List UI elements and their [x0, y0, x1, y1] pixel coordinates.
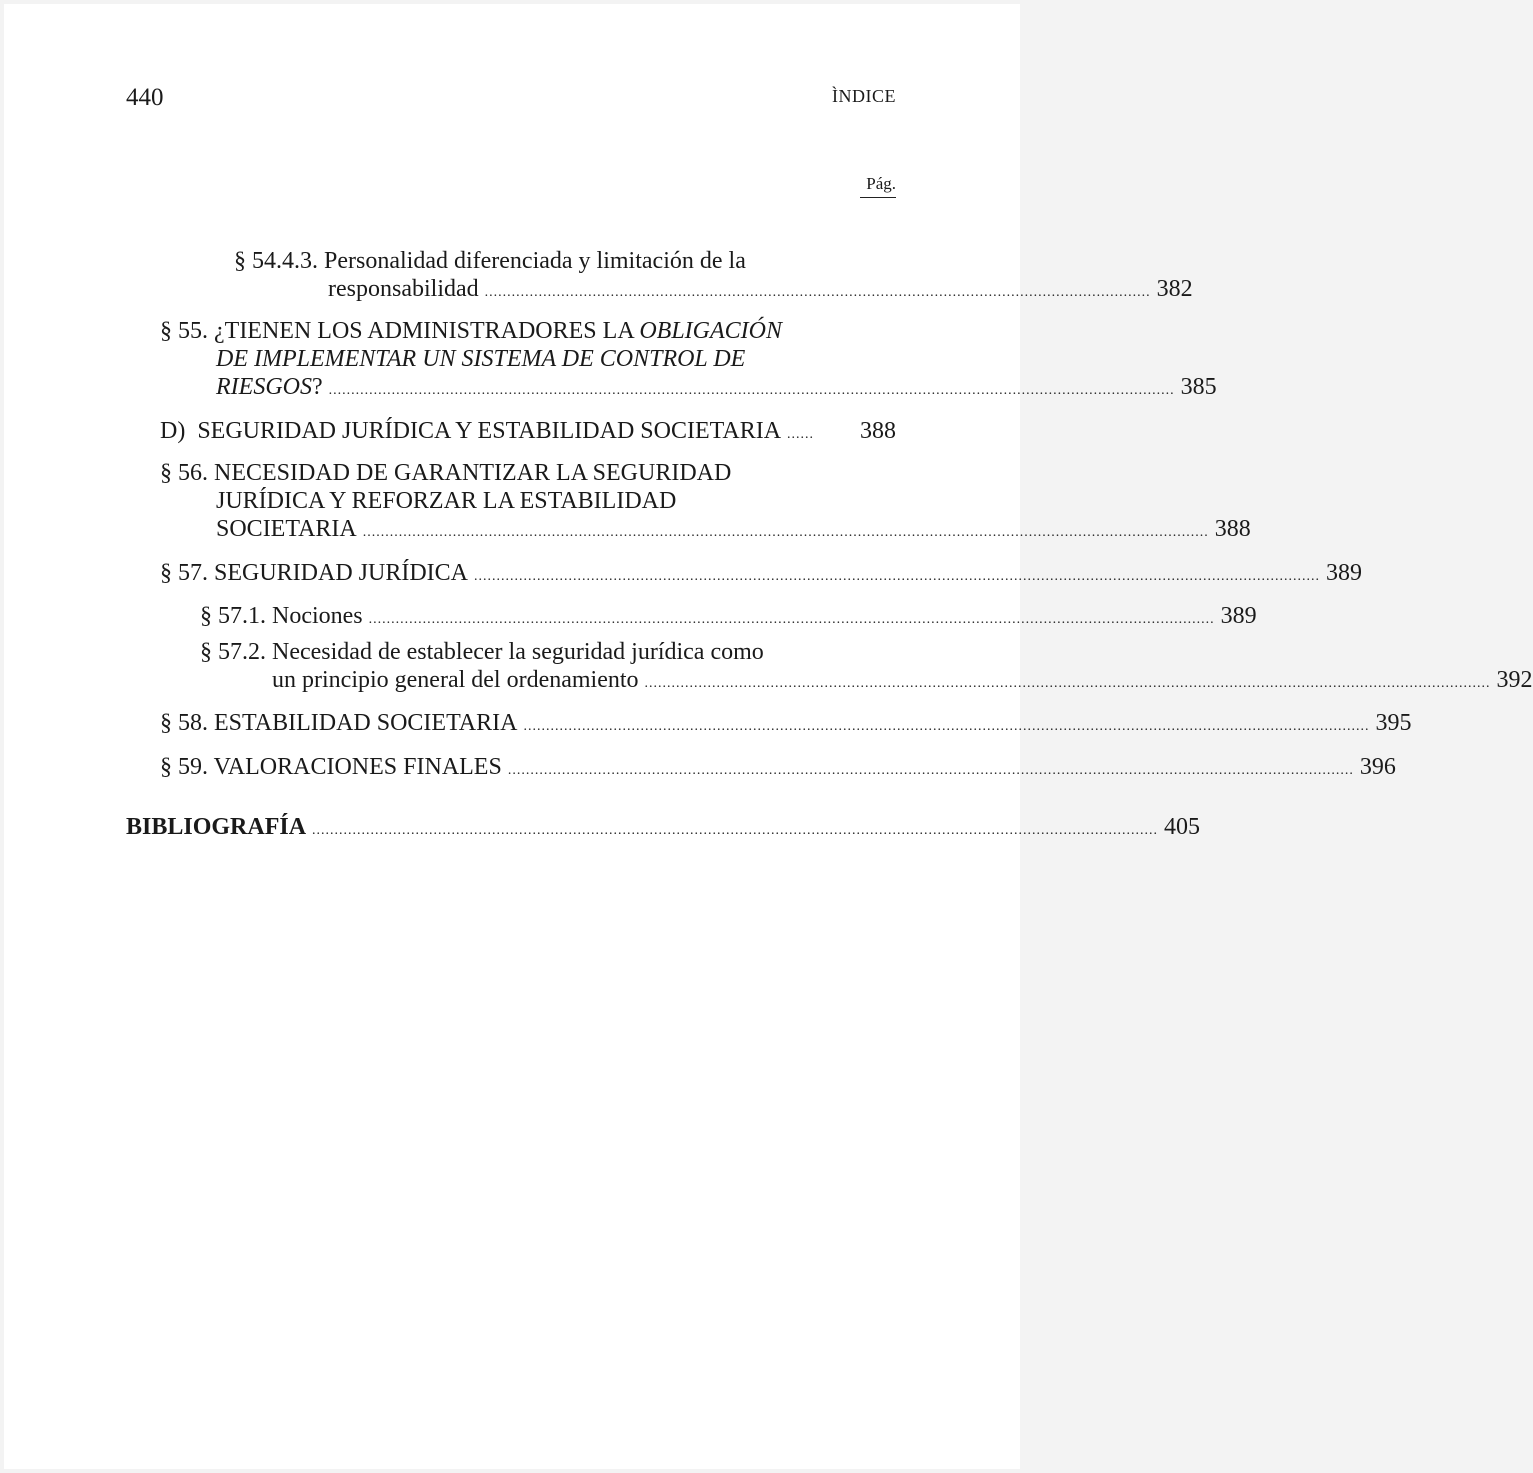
toc-page-number: 396	[1359, 754, 1396, 780]
leader-dots: ............................................................................................................................................................................................	[368, 612, 1215, 627]
toc-entry-text: § 57.1. Nociones	[200, 603, 363, 629]
toc-entry-text: § 58. ESTABILIDAD SOCIETARIA	[160, 710, 518, 736]
toc-entry-57-2[interactable]	[200, 638, 1533, 698]
toc-entry-57-1[interactable]	[200, 602, 1257, 634]
toc-entry-bibliografia[interactable]	[126, 813, 1201, 845]
toc-entry-55[interactable]	[160, 317, 1217, 405]
toc-page-number: 392	[1496, 667, 1533, 693]
toc-entry-56[interactable]	[160, 459, 1251, 547]
toc-page-number: 388	[1214, 516, 1251, 542]
leader-dots: ............................................................................................................................................................................................	[523, 719, 1370, 734]
toc-page-number: 388	[860, 418, 896, 444]
toc-entry-text: D) SEGURIDAD JURÍDICA Y ESTABILIDAD SOCIETARIA	[160, 418, 782, 444]
leader-dots: ............................................................................................................................................................................................	[644, 676, 1491, 691]
running-title: ÌNDICE	[832, 86, 896, 106]
toc-page-number: 382	[1156, 276, 1193, 302]
toc-entry-text: JURÍDICA Y REFORZAR LA ESTABILIDAD	[216, 488, 677, 514]
page	[4, 4, 1533, 1469]
toc-entry-text: un principio general del ordenamiento	[272, 667, 639, 693]
toc-entry-57[interactable]	[160, 559, 1363, 591]
toc-entry-text-italic: DE IMPLEMENTAR UN SISTEMA DE CONTROL DE	[216, 346, 746, 372]
toc-entry-text-italic: OBLIGACIÓN	[639, 318, 782, 344]
toc-page-number: 385	[1180, 374, 1217, 400]
toc-entry-text-italic: RIESGOS	[216, 374, 312, 400]
toc-entry-59[interactable]	[160, 753, 1396, 785]
toc-entry-text: responsabilidad	[328, 276, 479, 302]
leader-dots: ......	[787, 427, 815, 442]
toc-entry-text: § 56. NECESIDAD DE GARANTIZAR LA SEGURIDAD	[160, 460, 732, 486]
toc-entry-text: SOCIETARIA	[216, 516, 357, 542]
toc-entry-text: § 54.4.3. Personalidad diferenciada y limitación de la	[234, 248, 746, 274]
toc-entry-54-4-3[interactable]	[234, 247, 1193, 307]
leader-dots: ............................................................................................................................................................................................	[312, 823, 1159, 838]
leader-dots: ............................................................................................................................................................................................	[328, 383, 1175, 398]
toc-entry-text: § 57. SEGURIDAD JURÍDICA	[160, 560, 469, 586]
toc-entry-text: § 57.2. Necesidad de establecer la seguridad jurídica como	[200, 639, 764, 665]
toc-entry-text: § 59. VALORACIONES FINALES	[160, 754, 502, 780]
leader-dots: ....................................................................................................................................................	[484, 285, 1151, 300]
toc-page-number: 405	[1164, 814, 1201, 840]
page-column-label: Pág.	[860, 174, 896, 198]
toc-page-number: 389	[1326, 560, 1363, 586]
toc-entry-58[interactable]	[160, 709, 1412, 741]
page-number: 440	[126, 84, 164, 111]
toc-entry-text: ?	[311, 374, 323, 400]
leader-dots: ............................................................................................................................................................................................	[362, 525, 1209, 540]
toc-entry-text: § 55. ¿TIENEN LOS ADMINISTRADORES LA	[160, 318, 640, 344]
leader-dots: ............................................................................................................................................................................................	[474, 569, 1321, 584]
toc-page-number: 395	[1375, 710, 1412, 736]
toc-page-number: 389	[1220, 603, 1257, 629]
toc-entry-D[interactable]	[160, 417, 896, 449]
leader-dots: ............................................................................................................................................................................................	[507, 763, 1354, 778]
toc-entry-text: BIBLIOGRAFÍA	[126, 814, 307, 840]
